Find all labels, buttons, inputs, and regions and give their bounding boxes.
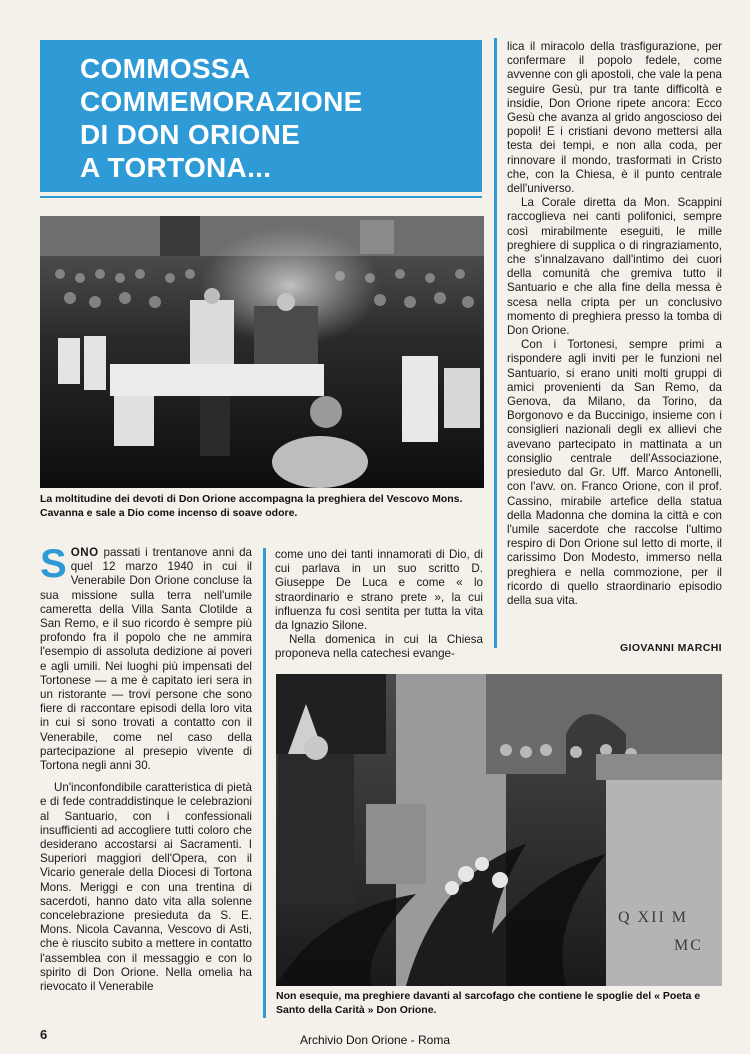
column-rule-bottom <box>263 548 266 1018</box>
article-paragraph-1-text: passati i trentanove anni da quel 12 marzo 1940 in cui il Venerabile Don Orione concluse la sua missione sulla terra nell'umile cameretta della Villa Santa Clotilde a San Remo, e il suo ricordo è sempre più profondo fra il popolo che ne ammira l'esempio di assoluta dedizione ai poveri e agli umili. Nei luoghi più impensati del Tortonese — a me è capitato ieri sera in un ristorante — trovi persone che sono fiere di raccontare episodi della loro vita in cui si sono trovati a contatto con il Venerabile, come nel caso della partecipazione al presepio vivente di Tortona negli anni 30. <box>40 546 252 773</box>
article-column-3 <box>507 40 722 608</box>
article-paragraph-2: Un'inconfondibile caratteristica di pietà e di fede contraddistinque le celebrazioni al Santuario, con i confessionali insufficienti ad accogliere tutti coloro che desiderano accostarsi ai Sacramenti. I Superiori maggiori dell'Opera, con il Vicario generale della Diocesi di Tortona Mons. Meriggi e con una trentina di sacerdoti, hanno dato vita alla solenne concelebrazione presieduta da S. E. Mons. Nicola Cavanna, Vescovo di Asti, che è riuscito subito a mettere in contatto l'assemblea con il messaggio e con lo spirito di Don Orione. Nella omelia ha rievocato il Venerabile <box>40 781 252 994</box>
title-line-4: A TORTONA... <box>80 152 272 183</box>
archive-credit: Archivio Don Orione - Roma <box>299 1033 451 1047</box>
inscription-line-2: MC <box>674 937 703 954</box>
article-paragraph-5: lica il miracolo della trasfigurazione, per confermare il popolo fedele, come avvenne con gli apostoli, che vale la pena seguire Gesù, pur tra tante difficoltà e insidie, Don Orione ripete ancora: Ecco Gesù che avanza al grido angoscioso dei popoli! E i cristiani devono mettersi alla testa dei tempi, e non alla coda, per rinnovare il mondo, trasformati in Cristo che, con la Chiesa, è il punto centrale dell'universo. <box>507 40 722 196</box>
author-signature: GIOVANNI MARCHI <box>619 642 722 654</box>
title-box <box>40 40 482 192</box>
drop-cap: S <box>40 542 67 586</box>
column-rule-top <box>494 38 497 648</box>
article-column-2 <box>275 548 483 662</box>
article-paragraph-6: La Corale diretta da Mon. Scappini raccoglieva nei canti polifonici, sempre così mirabilmente eseguiti, le mille preghiere di supplica o di ringraziamento, che s'innalzavano dall'intimo dei cuori della comunità che gremiva tutto il Santuario e che alla fine della messa è scesa nella cripta per un conclusivo momento di preghiera presso la tomba di Don Orione. <box>507 196 722 338</box>
lead-caps: ONO <box>70 546 99 559</box>
article-paragraph-1 <box>40 542 252 773</box>
title-underline <box>40 196 482 198</box>
photo-sarcophagus <box>276 674 722 986</box>
article-paragraph-4: Nella domenica in cui la Chiesa proponeva nella catechesi evange- <box>275 633 483 661</box>
title-line-1: COMMOSSA <box>80 53 251 84</box>
article-paragraph-7: Con i Tortonesi, sempre primi a rispondere agli inviti per le funzioni nel Santuario, si erano uniti molti gruppi di amici provenienti da San Remo, da Genova, da Milano, da Torino, da Borgonovo e da Buccinigo, insieme con i consiglieri nazionali degli ex allievi che avevano partecipato in mattinata a un consiglio centrale dell'Associazione, presieduto dal Gr. Uff. Marco Antonelli, con l'avv. on. Franco Orione, con il prof. Cassino, mirabile artefice della statua della Madonna che domina la città e con l'umile sacerdote che raccolse l'ultimo respiro di Don Orione sul letto di morte, il carissimo Don Modesto, immerso nella preghiera e nella commozione, per il ricordo di quello straordinario episodio della sua vita. <box>507 338 722 607</box>
title-line-2: COMMEMORAZIONE <box>80 86 363 117</box>
article-paragraph-3: come uno dei tanti innamorati di Dio, di cui parlava in un suo scritto D. Giuseppe De Luca e come « lo straordinario e strano prete », la cui influenza fu così sentita per tutta la vita da Ignazio Silone. <box>275 548 483 633</box>
caption-top-photo: La moltitudine dei devoti di Don Orione accompagna la preghiera del Vescovo Mons. Cavanna e sale a Dio come incenso di soave odore. <box>40 493 463 519</box>
page-number: 6 <box>40 1027 48 1042</box>
article-column-1 <box>40 542 252 994</box>
photo-mass-celebration <box>40 216 484 488</box>
caption-bottom-photo: Non esequie, ma preghiere davanti al sarcofago che contiene le spoglie del « Poeta e Santo della Carità » Don Orione. <box>276 990 701 1016</box>
title-line-3: DI DON ORIONE <box>80 119 301 150</box>
inscription-line-1: Q XII M <box>618 909 688 926</box>
